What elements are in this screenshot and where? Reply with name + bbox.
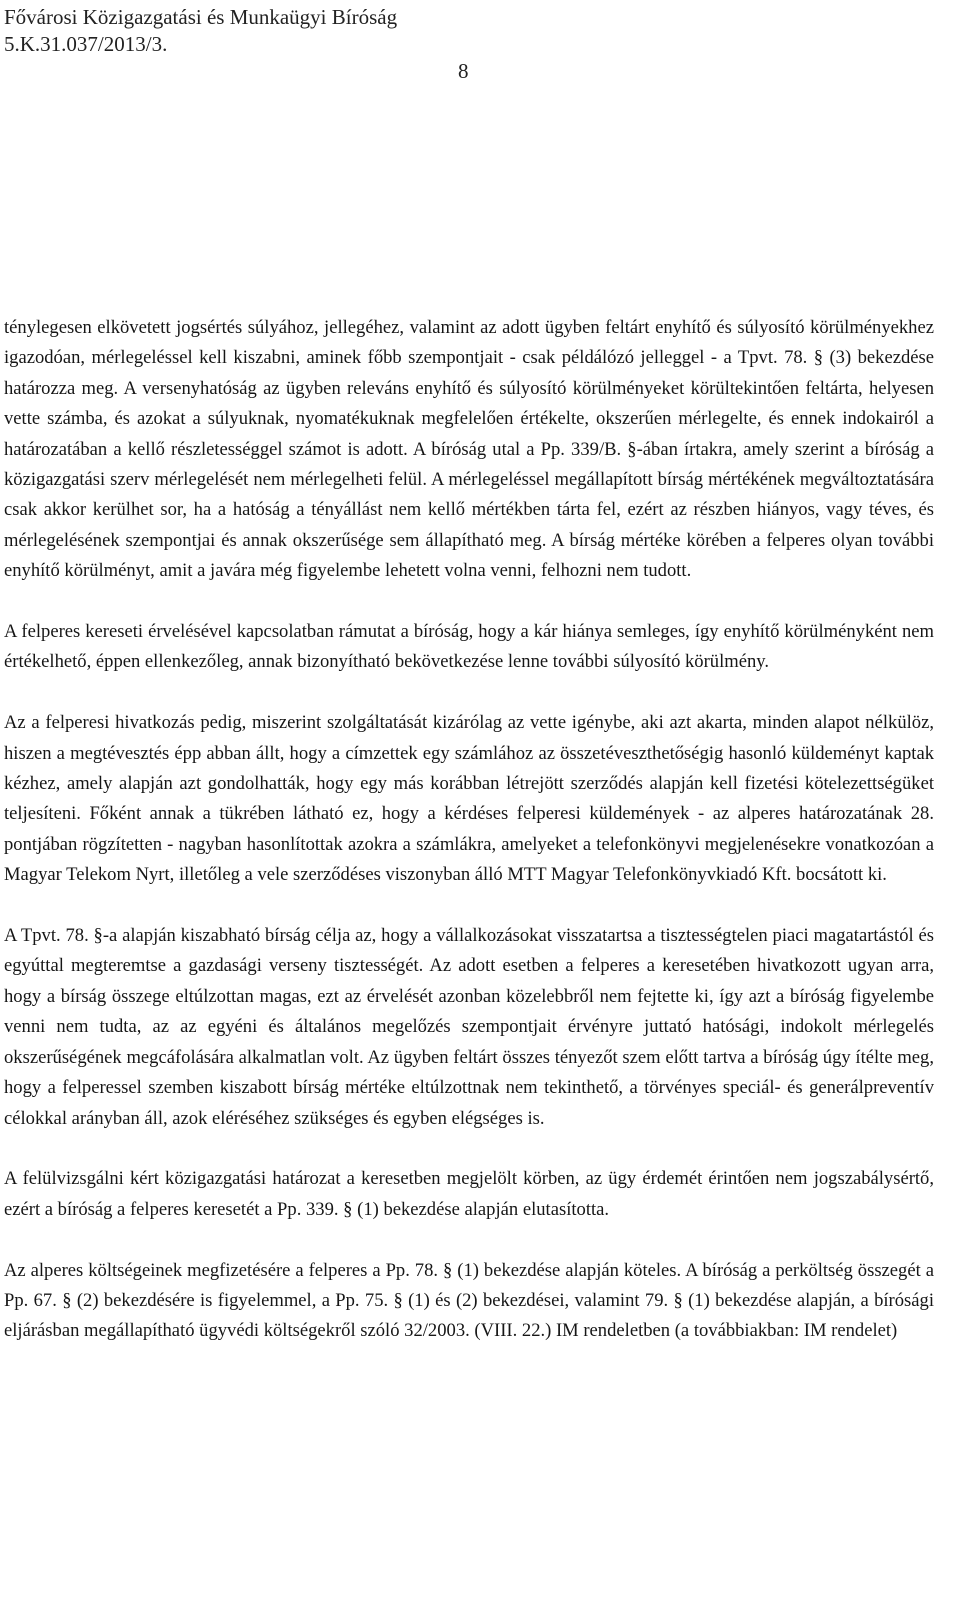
page-number: 8 <box>458 59 469 83</box>
paragraph-plaintiff-reference: Az a felperesi hivatkozás pedig, miszerint szolgáltatását kizárólag az vette igénybe, aki azt akarta, minden alapot nélkülöz, hiszen a megtévesztés épp abban állt, hogy a címzettek egy számlához az összetéveszthetőségig hasonló küldeményt kaptak kézhez, amely alapján azt gondolhatták, hogy egy más korábban létrejött szerződés alapján kell fizetési kötelezettségüket teljesíteni. Főként annak a tükrében látható ez, hogy a kérdéses felperesi küldemények - az alperes határozatának 28. pontjában rögzítetten - nagyban hasonlítottak azokra a számlákra, amelyeket a telefonkönyvi megjelenésekre vonatkozóan a Magyar Telekom Nyrt, illetőleg a vele szerződéses viszonyban álló MTT Magyar Telefonkönyvkiadó Kft. bocsátott ki. <box>4 712 934 886</box>
paragraph-fine-assessment: ténylegesen elkövetett jogsértés súlyához, jellegéhez, valamint az adott ügyben feltárt enyhítő és súlyosító körülményekhez igazodóan, mérlegeléssel kell kiszabni, aminek főbb szempontjait - csak példálózó jelleggel - a Tpvt. 78. § (3) bekezdése határozza meg. A versenyhatóság az ügyben releváns enyhítő és súlyosító körülményeket körültekintően feltárta, helyesen vette számba, és azokat a súlyuknak, nyomatékuknak megfelelően értékelte, okszerűen mérlegelte, és ennek indokairól a határozatában a kellő részletességgel számot is adott. A bíróság utal a Pp. 339/B. §-ában írtakra, amely szerint a bíróság a közigazgatási szerv mérlegelését nem mérlegelheti felül. A mérlegeléssel megállapított bírság mértékének megváltoztatására csak akkor kerülhet sor, ha a hatóság a tényállást nem kellő mértékben tárta fel, ezért az részben hiányos, vagy téves, és mérlegelésének szempontjai és annak okszerűsége sem állapítható meg. A bírság mértéke körében a felperes olyan további enyhítő körülményt, amit a javára még figyelembe lehetett volna venni, felhozni nem tudott. <box>4 317 934 582</box>
paragraph-fine-purpose: A Tpvt. 78. §-a alapján kiszabható bírság célja az, hogy a vállalkozásokat visszatartsa a tisztességtelen piaci magatartástól és egyúttal megteremtse a gazdasági verseny tisztességét. Az adott esetben a felperes a keresetében hivatkozott ugyan arra, hogy a bírság összege eltúlzottan magas, ezt az érvelését azonban közelebbről nem fejtette ki, így azt a bíróság figyelembe venni nem tudta, az az egyéni és általános megelőzés szempontjait érvényre juttató hatósági, indokolt mérlegelés okszerűségének megcáfolására alkalmatlan volt. Az ügyben feltárt összes tényezőt szem előtt tartva a bíróság úgy ítélte meg, hogy a felperessel szemben kiszabott bírság mértéke eltúlzottnak nem tekinthető, a törvényes speciál- és generálpreventív célokkal arányban áll, azok eléréséhez szükséges és egyben elégséges is. <box>4 925 934 1129</box>
page-header <box>4 4 397 58</box>
case-number: 5.K.31.037/2013/3. <box>4 32 168 56</box>
paragraph-dismissal: A felülvizsgálni kért közigazgatási határozat a keresetben megjelölt körben, az ügy érdemét érintően nem jogszabálysértő, ezért a bíróság a felperes keresetét a Pp. 339. § (1) bekezdése alapján elutasította. <box>4 1168 934 1220</box>
paragraph-damage-argument: A felperes kereseti érvelésével kapcsolatban rámutat a bíróság, hogy a kár hiánya semleges, így enyhítő körülményként nem értékelhető, éppen ellenkezőleg, annak bizonyítható bekövetkezése lenne további súlyosító körülmény. <box>4 621 934 673</box>
paragraph-costs: Az alperes költségeinek megfizetésére a felperes a Pp. 78. § (1) bekezdése alapján köteles. A bíróság a perköltség összegét a Pp. 67. § (2) bekezdésére is figyelemmel, a Pp. 75. § (1) és (2) bekezdései, valamint 79. § (1) bekezdése alapján, a bírósági eljárásban megállapítható ügyvédi költségekről szóló 32/2003. (VIII. 22.) IM rendeletben (a továbbiakban: IM rendelet) <box>4 1259 934 1342</box>
court-name: Fővárosi Közigazgatási és Munkaügyi Bíróság <box>4 5 398 29</box>
document-body <box>4 313 934 1347</box>
